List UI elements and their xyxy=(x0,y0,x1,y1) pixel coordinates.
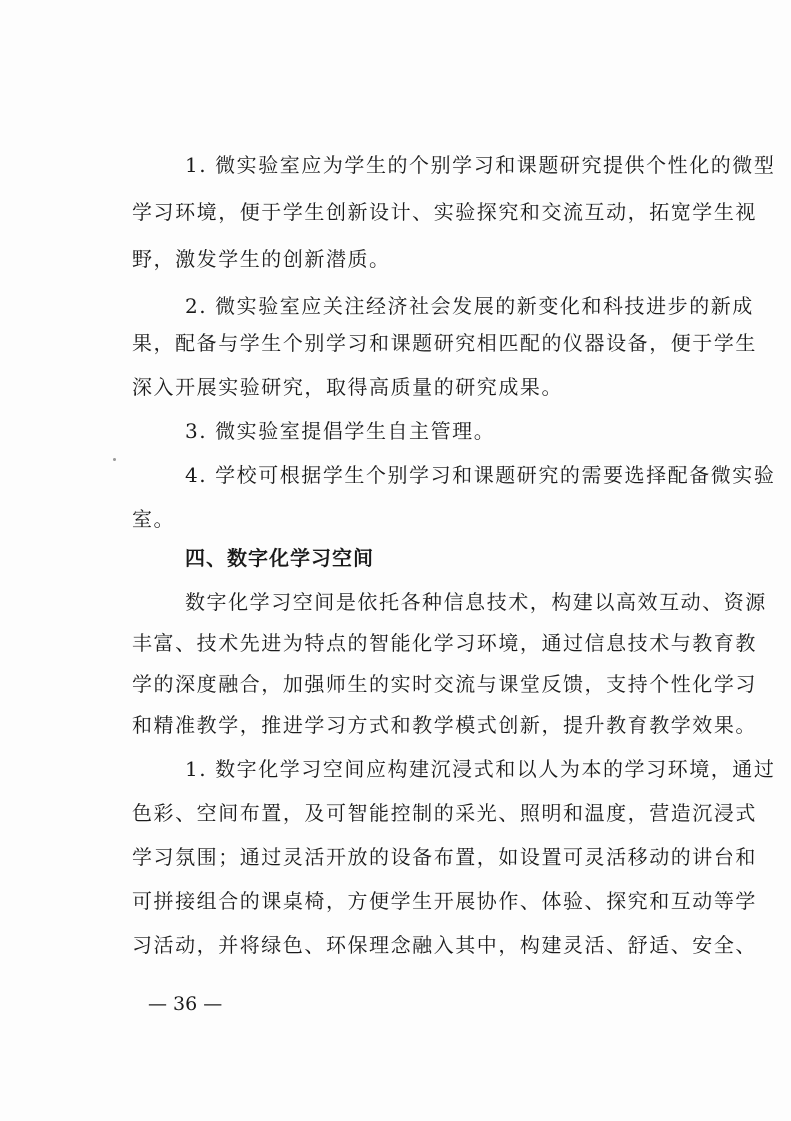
paragraph-line: 学习氛围；通过灵活开放的设备布置，如设置可灵活移动的讲台和 xyxy=(132,845,757,869)
paragraph-line: 野，激发学生的创新潜质。 xyxy=(132,247,391,271)
paragraph-line: 学习环境，便于学生创新设计、实验探究和交流互动，拓宽学生视 xyxy=(132,200,757,224)
paragraph-line: 2. 微实验室应关注经济社会发展的新变化和科技进步的新成 xyxy=(185,294,754,318)
paragraph-line: 1. 微实验室应为学生的个别学习和课题研究提供个性化的微型 xyxy=(185,153,776,177)
paragraph-line: 和精准教学，推进学习方式和教学模式创新，提升教育教学效果。 xyxy=(132,713,757,737)
paragraph-line: 1. 数字化学习空间应构建沉浸式和以人为本的学习环境，通过 xyxy=(185,757,776,781)
scan-speck xyxy=(113,458,116,461)
paragraph-line: 可拼接组合的课桌椅，方便学生开展协作、体验、探究和互动等学 xyxy=(132,889,757,913)
paragraph-line: 深入开展实验研究，取得高质量的研究成果。 xyxy=(132,375,563,399)
paragraph-line: 习活动，并将绿色、环保理念融入其中，构建灵活、舒适、安全、 xyxy=(132,933,757,957)
paragraph-line: 4. 学校可根据学生个别学习和课题研究的需要选择配备微实验 xyxy=(185,463,776,487)
paragraph-line: 学的深度融合，加强师生的实时交流与课堂反馈，支持个性化学习 xyxy=(132,672,757,696)
paragraph-line: 果，配备与学生个别学习和课题研究相匹配的仪器设备，便于学生 xyxy=(132,331,757,355)
paragraph-line: 数字化学习空间是依托各种信息技术，构建以高效互动、资源 xyxy=(185,590,767,614)
page-number: — 36 — xyxy=(148,993,223,1015)
paragraph-line: 3. 微实验室提倡学生自主管理。 xyxy=(185,419,496,443)
paragraph-line: 室。 xyxy=(132,507,176,531)
paragraph-line: 丰富、技术先进为特点的智能化学习环境，通过信息技术与教育教 xyxy=(132,631,757,655)
section-heading: 四、数字化学习空间 xyxy=(185,546,374,570)
paragraph-line: 色彩、空间布置，及可智能控制的采光、照明和温度，营造沉浸式 xyxy=(132,801,757,825)
